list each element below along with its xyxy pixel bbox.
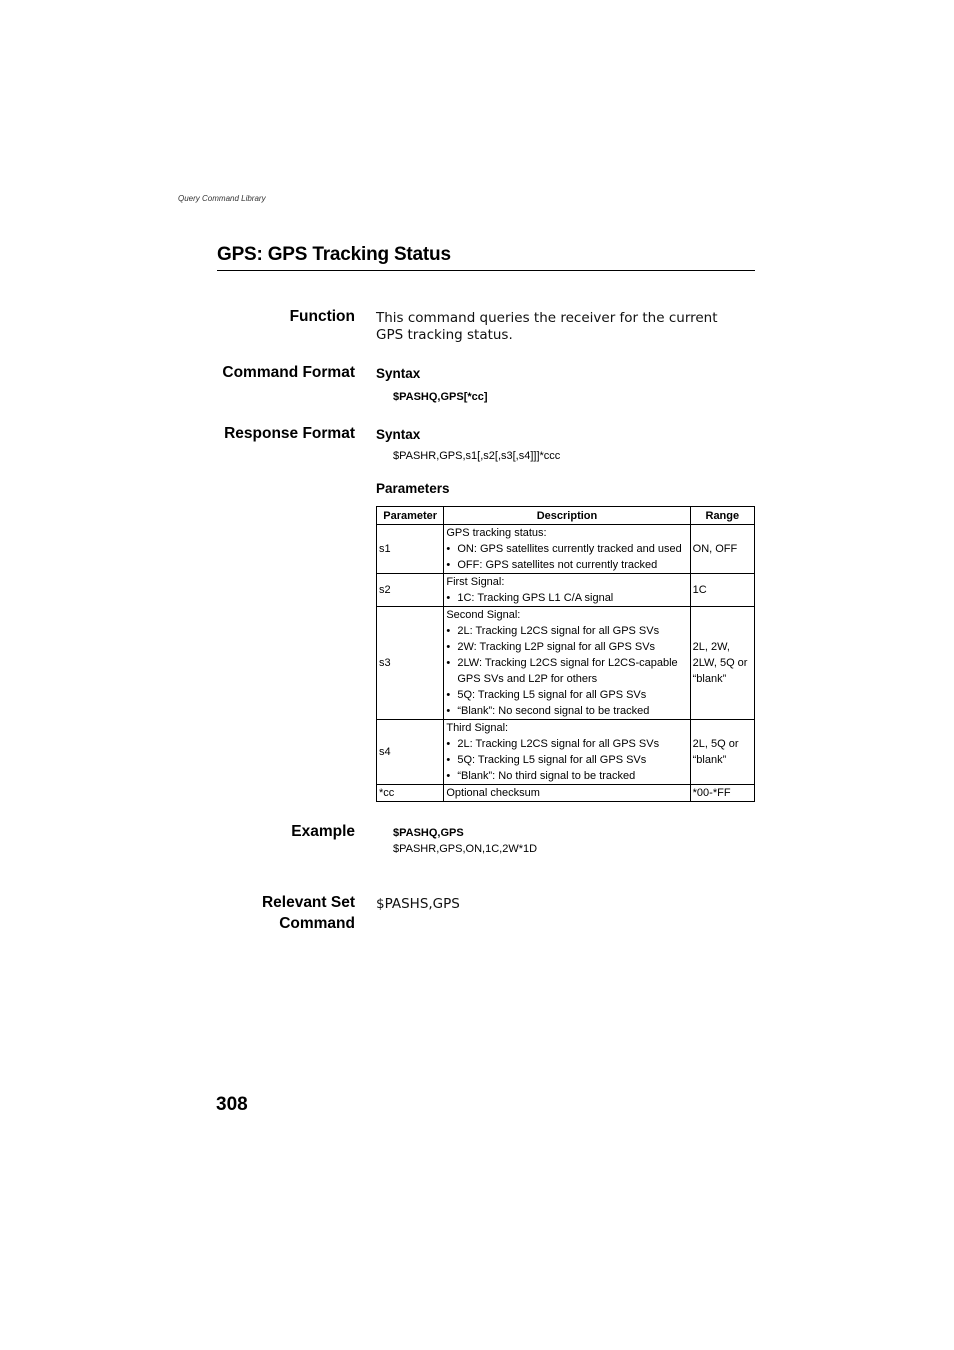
header-range: Range xyxy=(690,507,754,525)
response-syntax: $PASHR,GPS,s1[,s2[,s3[,s4]]]*ccc xyxy=(393,450,561,462)
list-item: • “Blank”: No third signal to be tracked xyxy=(446,768,687,784)
example-label: Example xyxy=(291,823,355,840)
function-label: Function xyxy=(289,308,355,325)
relevant-set-label xyxy=(200,892,355,934)
table-row xyxy=(377,525,755,574)
param-cell: s1 xyxy=(377,525,444,574)
description-list xyxy=(446,590,687,606)
list-item: • “Blank”: No second signal to be tracked xyxy=(446,703,687,719)
relevant-set-label-line2: Command xyxy=(279,915,355,932)
param-cell: *cc xyxy=(377,785,444,802)
description-title: Third Signal: xyxy=(446,722,509,734)
list-item: • 1C: Tracking GPS L1 C/A signal xyxy=(446,590,687,606)
page-number: 308 xyxy=(216,1094,248,1115)
relevant-set-value: $PASHS,GPS xyxy=(376,896,460,912)
description-title: Second Signal: xyxy=(446,609,521,621)
description-cell xyxy=(444,525,690,574)
description-title: Optional checksum xyxy=(446,787,540,799)
description-cell xyxy=(444,574,690,607)
header-description: Description xyxy=(444,507,690,525)
description-list xyxy=(446,623,687,719)
description-cell xyxy=(444,785,690,802)
list-item: • 2LW: Tracking L2CS signal for L2CS-capable GPS SVs and L2P for others xyxy=(446,655,687,687)
table-row xyxy=(377,720,755,785)
list-item: • 2L: Tracking L2CS signal for all GPS SVs xyxy=(446,736,687,752)
list-item: • 2L: Tracking L2CS signal for all GPS SVs xyxy=(446,623,687,639)
response-format-label: Response Format xyxy=(224,425,355,442)
list-item: • ON: GPS satellites currently tracked and used xyxy=(446,541,687,557)
range-cell: 2L, 5Q or “blank” xyxy=(690,720,754,785)
description-list xyxy=(446,736,687,784)
command-syntax-heading: Syntax xyxy=(376,366,421,381)
list-item: • OFF: GPS satellites not currently tracked xyxy=(446,557,687,573)
range-cell: ON, OFF xyxy=(690,525,754,574)
description-cell xyxy=(444,720,690,785)
table-row xyxy=(377,607,755,720)
example-response: $PASHR,GPS,ON,1C,2W*1D xyxy=(393,843,538,855)
command-syntax: $PASHQ,GPS[*cc] xyxy=(393,391,488,403)
running-header: Query Command Library xyxy=(178,194,266,203)
function-text: This command queries the receiver for the current GPS tracking status. xyxy=(376,310,718,343)
parameters-heading: Parameters xyxy=(376,481,450,496)
param-cell: s3 xyxy=(377,607,444,720)
description-cell xyxy=(444,607,690,720)
relevant-set-label-line1: Relevant Set xyxy=(261,894,355,911)
range-cell: 1C xyxy=(690,574,754,607)
description-title: GPS tracking status: xyxy=(446,527,547,539)
header-parameter: Parameter xyxy=(377,507,444,525)
list-item: • 5Q: Tracking L5 signal for all GPS SVs xyxy=(446,752,687,768)
command-format-label: Command Format xyxy=(222,364,355,381)
response-syntax-heading: Syntax xyxy=(376,427,421,442)
table-row xyxy=(377,785,755,802)
table-row xyxy=(377,574,755,607)
param-cell: s4 xyxy=(377,720,444,785)
range-cell: *00-*FF xyxy=(690,785,754,802)
description-list xyxy=(446,541,687,573)
param-cell: s2 xyxy=(377,574,444,607)
parameters-table xyxy=(376,506,755,802)
description-title: First Signal: xyxy=(446,576,505,588)
example-query: $PASHQ,GPS xyxy=(393,827,464,839)
range-cell: 2L, 2W, 2LW, 5Q or “blank” xyxy=(690,607,754,720)
list-item: • 2W: Tracking L2P signal for all GPS SVs xyxy=(446,639,687,655)
list-item: • 5Q: Tracking L5 signal for all GPS SVs xyxy=(446,687,687,703)
page-title: GPS: GPS Tracking Status xyxy=(217,244,755,271)
table-header-row xyxy=(377,507,755,525)
